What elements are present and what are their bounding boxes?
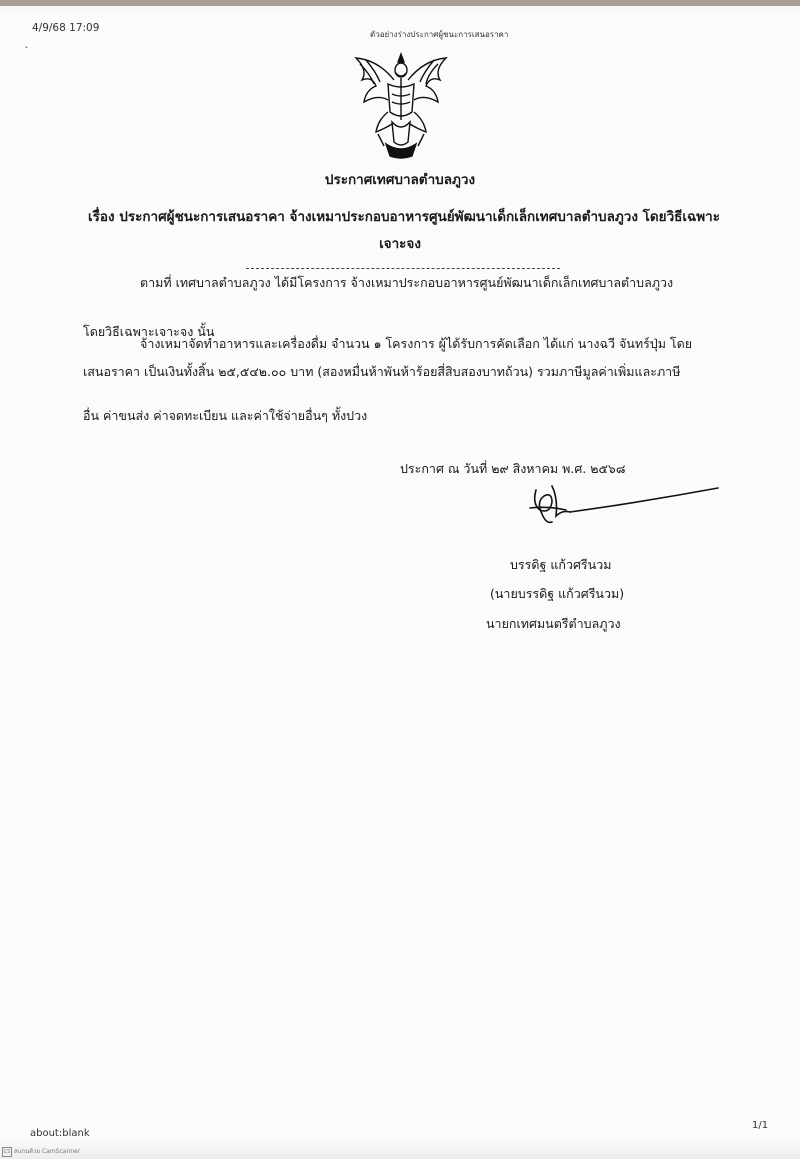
divider — [246, 268, 560, 269]
paragraph-2-line-2: เสนอราคา เป็นเงินทั้งสิ้น ๒๕,๕๔๒.๐๐ บาท (สองหมื่นห้าพันห้าร้อยสี่สิบสองบาทถ้วน) รวมภาษีมูลค่าเพิ่มและภาษี — [83, 364, 681, 379]
scanner-watermark — [2, 1146, 80, 1157]
print-footer-url: about:blank — [30, 1128, 90, 1139]
signer-position: นายกเทศมนตรีตำบลภูวง — [486, 616, 621, 631]
header-note: ตัวอย่างร่างประกาศผู้ชนะการเสนอราคา — [370, 30, 509, 39]
scan-mark: ˛ — [24, 38, 29, 49]
signature — [522, 480, 722, 528]
issuer-title: ประกาศเทศบาลตำบลภูวง — [324, 172, 476, 188]
paragraph-1-line-2: โดยวิธีเฉพาะเจาะจง นั้น — [83, 324, 215, 339]
paragraph-1-line-1: ตามที่ เทศบาลตำบลภูวง ได้มีโครงการ จ้างเหมาประกอบอาหารศูนย์พัฒนาเด็กเล็กเทศบาลตำบลภูวง — [140, 275, 674, 290]
camscanner-icon: CS — [3, 1148, 11, 1155]
garuda-emblem-icon — [348, 50, 454, 162]
print-header-datetime: 4/9/68 17:09 — [32, 22, 100, 34]
subject-line-continued: เจาะจง — [379, 236, 421, 252]
scan-edge — [0, 0, 800, 6]
paragraph-2-line-1: จ้างเหมาจัดทำอาหารและเครื่องดื่ม จำนวน ๑ โครงการ ผู้ได้รับการคัดเลือก ได้แก่ นางฉวี จันทร์ปุ่ม โดย — [140, 336, 693, 351]
subject-line: เรื่อง ประกาศผู้ชนะการเสนอราคา จ้างเหมาประกอบอาหารศูนย์พัฒนาเด็กเล็กเทศบาลตำบลภูวง โดยวิธีเฉพาะ — [88, 209, 720, 225]
page-number: 1/1 — [752, 1120, 769, 1131]
signer-name: บรรดิฐ แก้วศรีนวม — [510, 557, 612, 572]
paragraph-2-line-3: อื่น ค่าขนส่ง ค่าจดทะเบียน และค่าใช้จ่ายอื่นๆ ทั้งปวง — [83, 408, 368, 423]
announcement-date: ประกาศ ณ วันที่ ๒๙ สิงหาคม พ.ศ. ๒๕๖๘ — [400, 461, 626, 476]
scanner-watermark-text: สแกนด้วย CamScanner — [14, 1148, 81, 1155]
signer-full-name: (นายบรรดิฐ แก้วศรีนวม) — [490, 586, 625, 601]
